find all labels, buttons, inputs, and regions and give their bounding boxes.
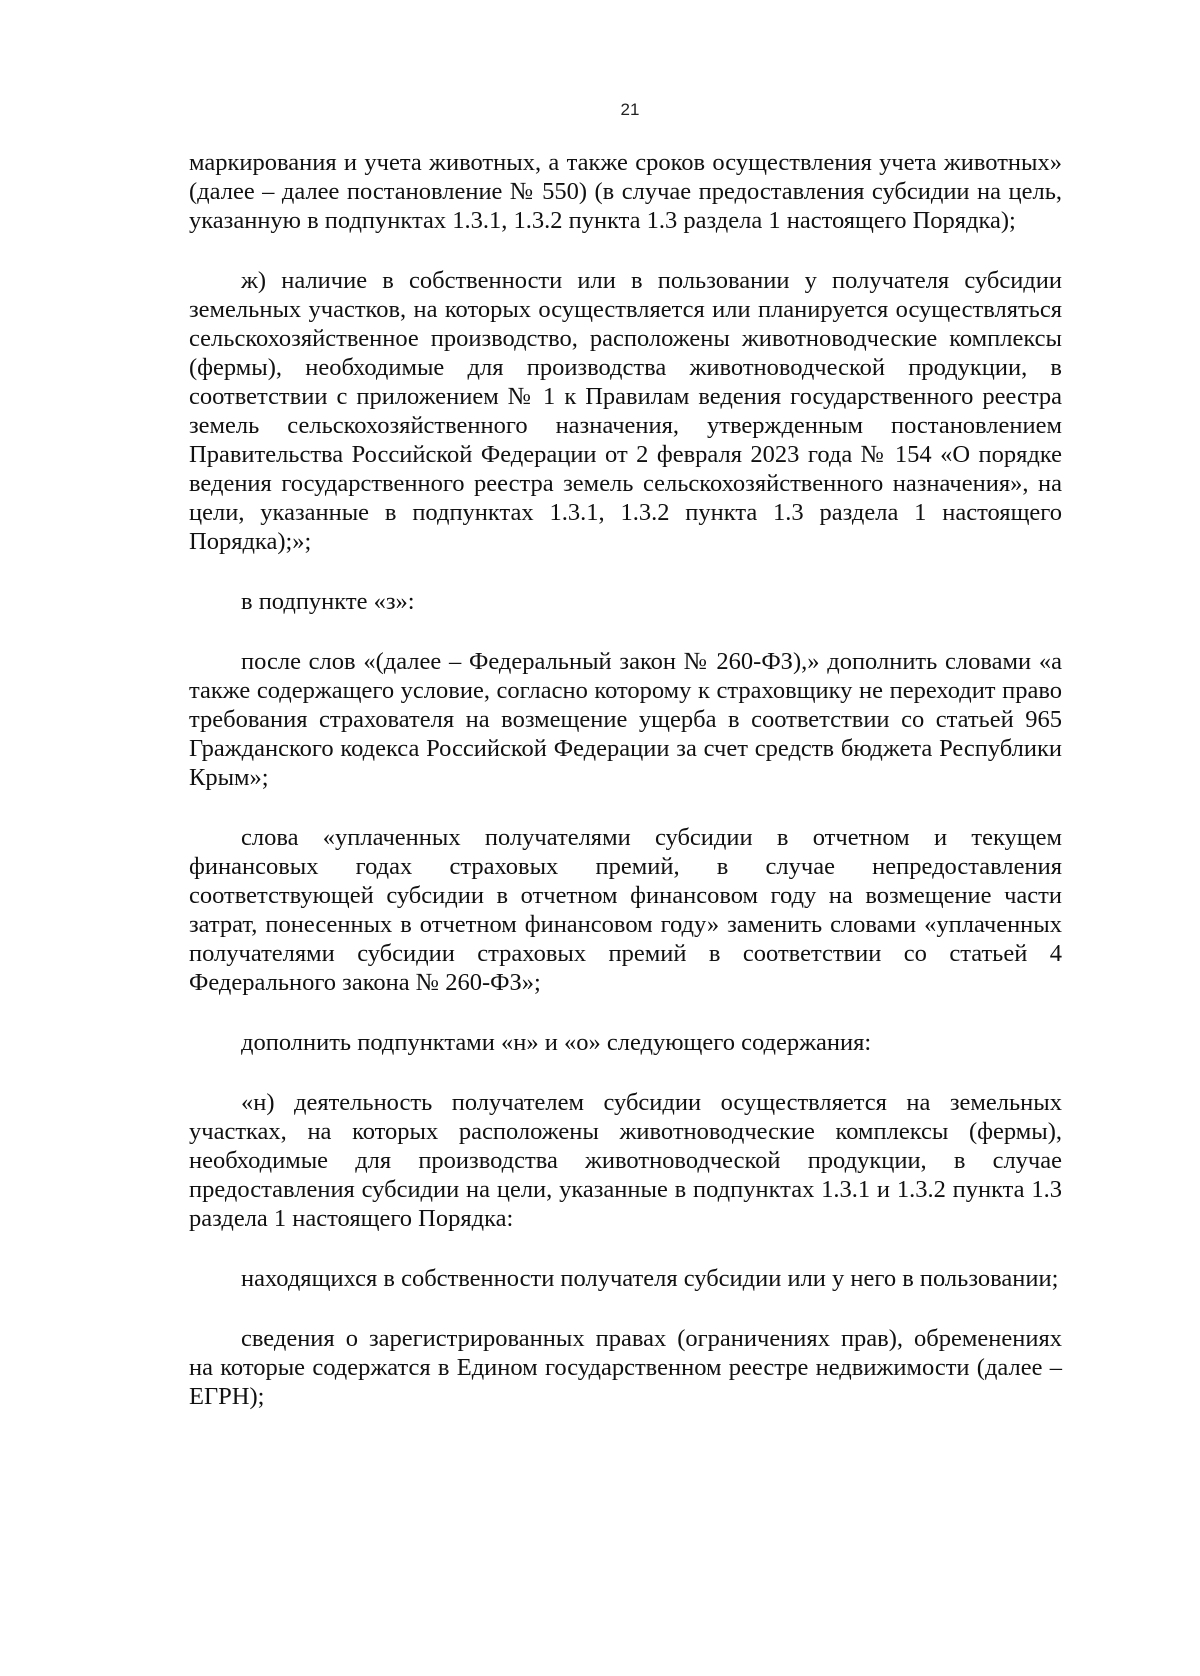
paragraph-subitem-zh: ж) наличие в собственности или в пользовании у получателя субсидии земельных участков, на которых осуществляется или планируется осуществляться сельскохозяйственное производство, расположены животноводческие комплексы (фермы), необходимые для производства животноводческой продукции, в соответствии с приложением № 1 к Правилам ведения государственного реестра земель сельскохозяйственного назначения, утвержденным постановлением Правительства Российской Федерации от 2 февраля 2023 года № 154 «О порядке ведения государственного реестра земель сельскохозяйственного назначения», на цели, указанные в подпунктах 1.3.1, 1.3.2 пункта 1.3 раздела 1 настоящего Порядка);»;	[189, 267, 1062, 555]
paragraph-continuation: маркирования и учета животных, а также сроков осуществления учета животных» (далее – далее постановление № 550) (в случае предоставления субсидии на цель, указанную в подпунктах 1.3.1, 1.3.2 пункта 1.3 раздела 1 настоящего Порядка);	[189, 149, 1062, 234]
paragraph-after-words: после слов «(далее – Федеральный закон № 260-ФЗ),» дополнить словами «а также содержащего условие, согласно которому к страховщику не переходит право требования страхователя на возмещение ущерба в соответствии со статьей 965 Гражданского кодекса Российской Федерации за счет средств бюджета Республики Крым»;	[189, 648, 1062, 791]
paragraph-egrn: сведения о зарегистрированных правах (ограничениях прав), обременениях на которые содержатся в Едином государственном реестре недвижимости (далее – ЕГРН);	[189, 1325, 1062, 1410]
paragraph-subitem-n: «н) деятельность получателем субсидии осуществляется на земельных участках, на которых расположены животноводческие комплексы (фермы), необходимые для производства животноводческой продукции, в случае предоставления субсидии на цели, указанные в подпунктах 1.3.1 и 1.3.2 пункта 1.3 раздела 1 настоящего Порядка:	[189, 1089, 1062, 1232]
paragraph-words-replace: слова «уплаченных получателями субсидии в отчетном и текущем финансовых годах страховых премий, в случае непредоставления соответствующей субсидии в отчетном финансовом году на возмещение части затрат, понесенных в отчетном финансовом году» заменить словами «уплаченных получателями субсидии страховых премий в соответствии со статьей 4 Федерального закона № 260-ФЗ»;	[189, 824, 1062, 996]
paragraph-subitem-z-heading: в подпункте «з»:	[241, 588, 415, 615]
paragraph-in-ownership: находящихся в собственности получателя субсидии или у него в пользовании;	[241, 1265, 1059, 1292]
document-body	[189, 148, 1062, 1442]
page-number: 21	[620, 100, 640, 119]
paragraph-add-subitems: дополнить подпунктами «н» и «о» следующего содержания:	[241, 1029, 872, 1056]
